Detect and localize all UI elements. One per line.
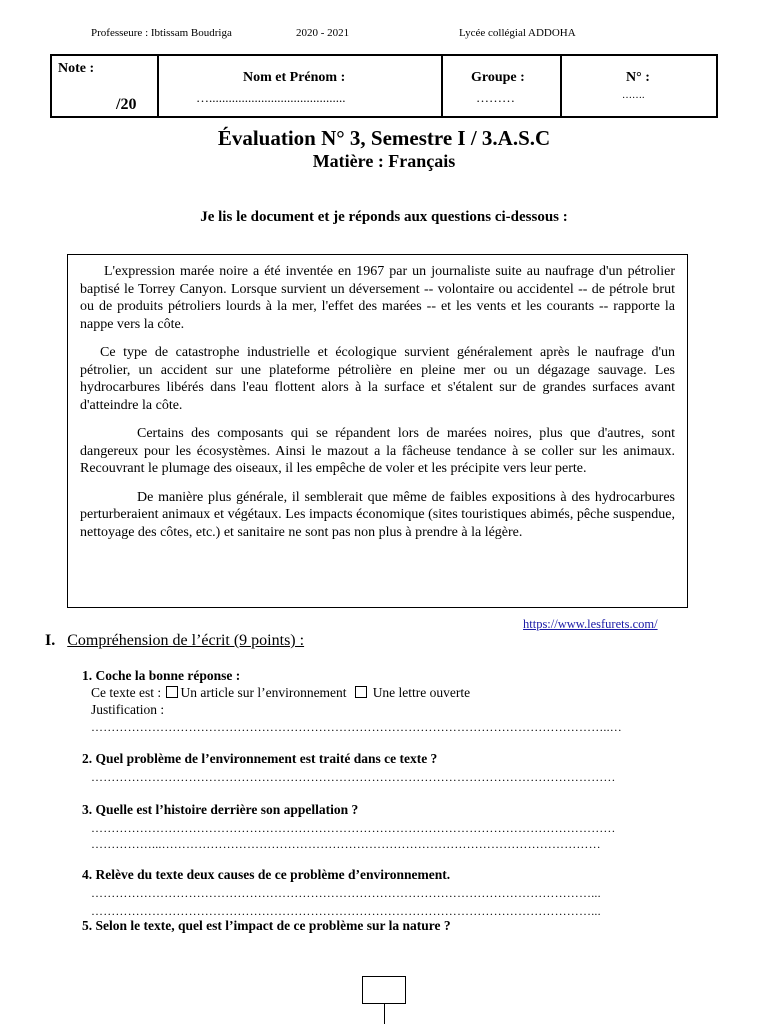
subject-title: Matière : Français <box>312 151 456 171</box>
note-cell <box>52 56 159 116</box>
page-number-stem <box>384 1004 385 1024</box>
answer-line-3a[interactable]: ………………………………………………………………………………………………………………… <box>91 821 616 835</box>
question-1-prefix: Ce texte est : <box>91 685 162 700</box>
passage-paragraph-4: De manière plus générale, il semblerait que même de faibles expositions à des hydrocarbures perturberaient animaux et végétaux. Les impacts économique (sites touristiques abimés, pêche suspendue, nettoyage des côtes, etc.) et sanitaire ne sont pas non plus à prendre à la légère. <box>80 489 675 540</box>
name-label: Nom et Prénom : <box>243 70 346 85</box>
checkbox-letter[interactable] <box>355 686 367 698</box>
section-heading <box>45 632 304 650</box>
number-label: N° : <box>626 70 650 85</box>
answer-line-4b[interactable]: ……………………………………………………………………………………………………………... <box>91 904 601 918</box>
teacher-name: Professeure : Ibtissam Boudriga <box>91 27 232 39</box>
section-number: I. <box>45 632 56 649</box>
note-label: Note : <box>58 61 95 76</box>
answer-line-3b[interactable]: ……………...……………………………………………………………………………………………… <box>91 837 601 851</box>
option-letter-label: Une lettre ouverte <box>372 685 471 700</box>
number-cell[interactable] <box>562 56 716 116</box>
answer-line-4a[interactable]: ……………………………………………………………………………………………………………... <box>91 886 601 900</box>
answer-line-2[interactable]: ………………………………………………………………………………………………………………… <box>91 770 616 784</box>
question-5: 5. Selon le texte, quel est l’impact de ce problème sur la nature ? <box>82 918 451 933</box>
justification-label: Justification : <box>91 702 165 717</box>
group-cell[interactable] <box>443 56 562 116</box>
passage-paragraph-2: Ce type de catastrophe industrielle et écologique survient généralement après le naufrage d'un pétrolier, un accident sur une plateforme pétrolière en pleine mer ou un dégazage sauvage. Les hydrocarbures libérés dans l'eau flottent alors à la surface et s'étalent sur de grandes surfaces avant d'atteindre la côte. <box>80 345 675 413</box>
passage-paragraph-1: L'expression marée noire a été inventée en 1967 par un journaliste suite au naufrage d'un pétrolier baptisé le Torrey Canyon. Lorsque survient un déversement -- volontaire ou accidentel -- de pétrole brut ou de produits pétroliers lourds à la mer, l'effet des marées -- et les vents et les courants -- rapporte la nappe vers la côte. <box>80 264 675 332</box>
name-cell[interactable] <box>159 56 443 116</box>
question-1-options <box>91 685 470 701</box>
school-year: 2020 - 2021 <box>296 27 350 39</box>
number-dots: ……. <box>622 90 645 101</box>
question-4: 4. Relève du texte deux causes de ce problème d’environnement. <box>82 867 451 882</box>
checkbox-article[interactable] <box>166 686 178 698</box>
question-1: 1. Coche la bonne réponse : <box>82 668 241 683</box>
option-article-label: Un article sur l’environnement <box>180 685 347 700</box>
group-dots: ……… <box>476 90 515 105</box>
question-2: 2. Quel problème de l’environnement est traité dans ce texte ? <box>82 751 438 766</box>
question-3: 3. Quelle est l’histoire derrière son appellation ? <box>82 802 359 817</box>
school-name: Lycée collégial ADDOHA <box>459 27 576 39</box>
page-number-box <box>362 976 406 1004</box>
section-title: Compréhension de l’écrit (9 points) : <box>67 632 305 649</box>
instruction-text: Je lis le document et je réponds aux questions ci-dessous : <box>200 209 568 225</box>
group-label: Groupe : <box>471 70 525 85</box>
source-link[interactable]: https://www.lesfurets.com/ <box>523 617 658 631</box>
note-total: /20 <box>116 96 137 113</box>
student-info-table <box>50 54 718 118</box>
passage-paragraph-3: Certains des composants qui se répandent lors de marées noires, plus que d'autres, sont dangereux pour les écosystèmes. Ainsi le mazout a la fâcheuse tendance à se coller sur les animaux. Recouvrant le plumage des oiseaux, il les empêche de voler et les précipite vers leur perte. <box>80 426 675 476</box>
answer-line-1[interactable]: ………………………………………………………………………………………………………………..… <box>91 720 622 734</box>
reading-passage <box>67 254 688 608</box>
name-dots: ….......................................... <box>196 90 346 105</box>
evaluation-title: Évaluation N° 3, Semestre I / 3.A.S.C <box>217 126 551 150</box>
